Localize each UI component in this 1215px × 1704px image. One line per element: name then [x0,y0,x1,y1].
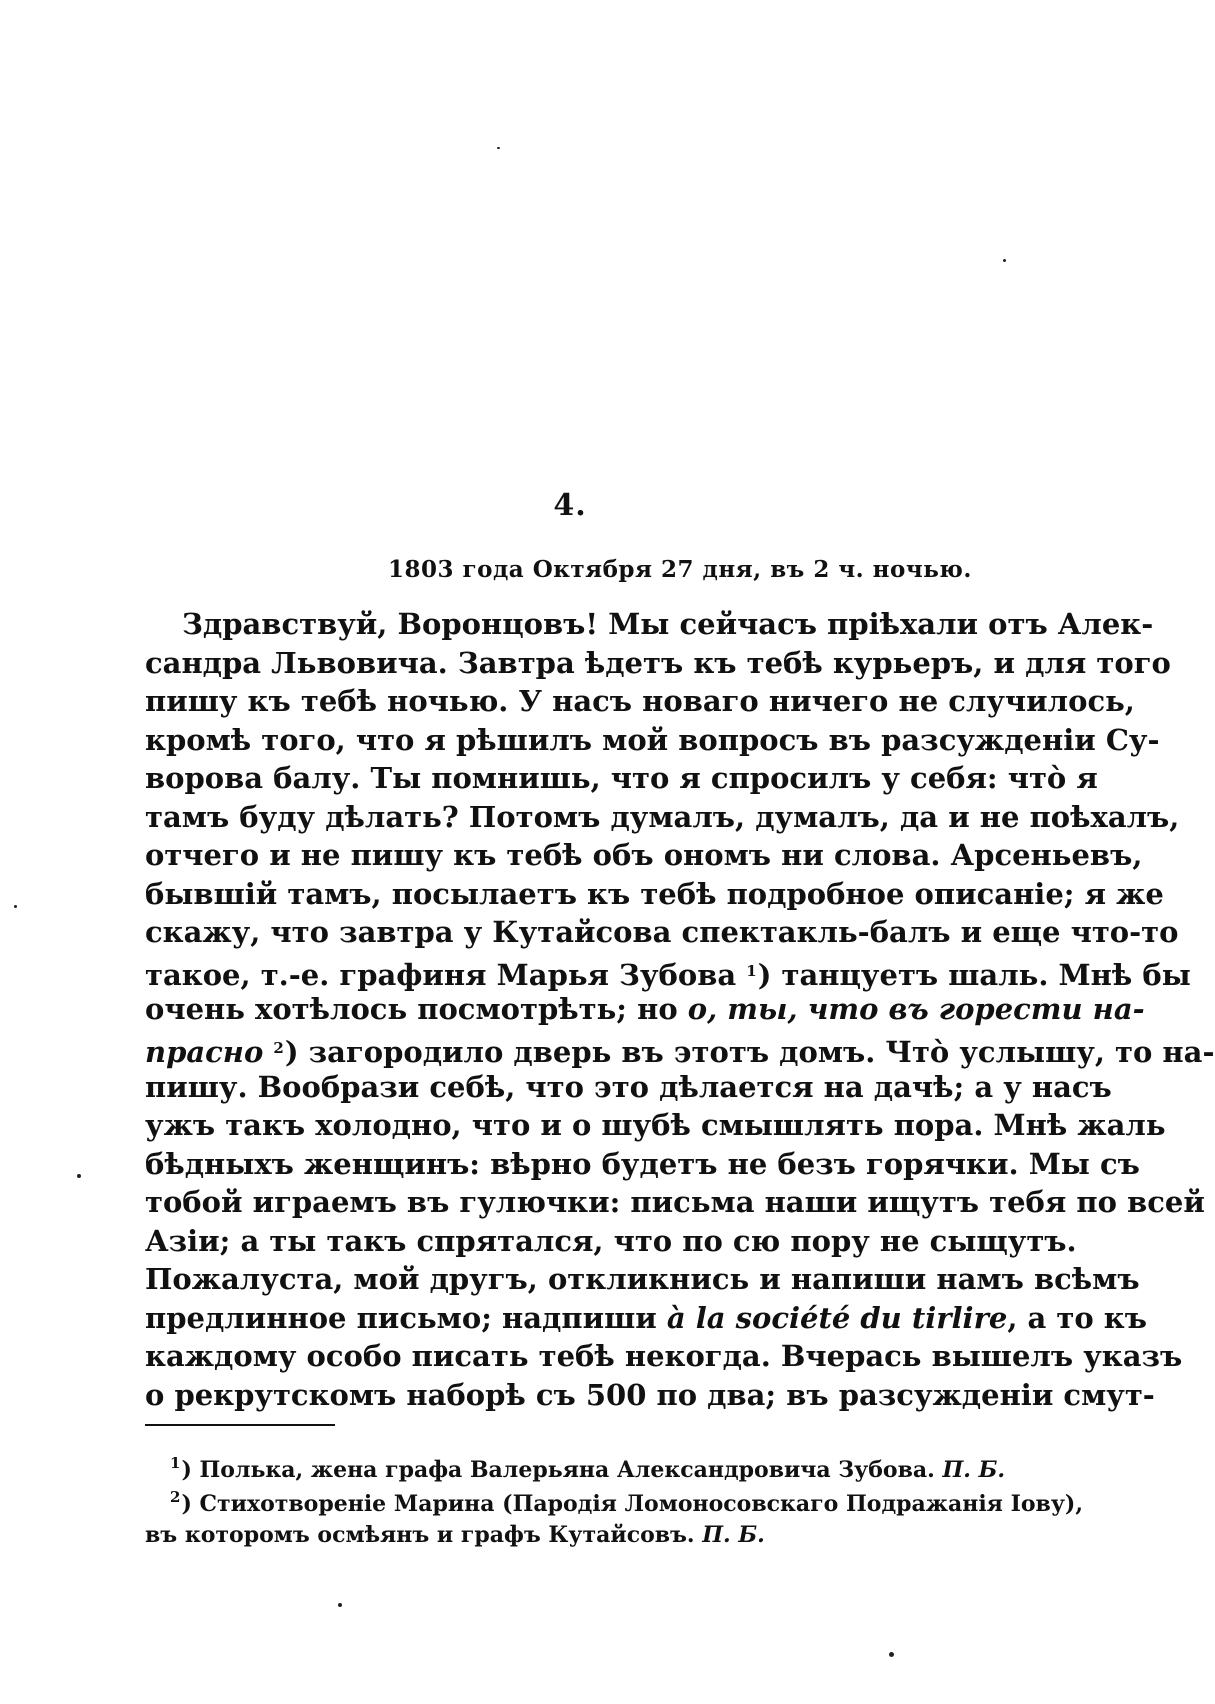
text-segment: ворова балу. Ты помнишь, что я спросилъ у себя: что̀ я [145,761,1098,796]
scan-speck [77,1174,81,1178]
body-line [145,1183,1205,1222]
text-segment: бѣдныхъ женщинъ: вѣрно будетъ не безъ горячки. Мы съ [145,1146,1140,1181]
text-segment: ужъ такъ холодно, что и о шубѣ смышлять пора. Мнѣ жаль [145,1108,1166,1143]
text-segment: предлинное письмо; надпиши [145,1300,667,1335]
text-segment: тамъ буду дѣлать? Потомъ думалъ, думалъ, да и не поѣхалъ, [145,799,1180,834]
body-line [145,1068,1112,1107]
footnote-marker: 2 [273,1039,284,1058]
text-segment: ) танцуетъ шаль. Мнѣ бы [757,957,1191,992]
footnote-separator [145,1424,335,1426]
text-segment [263,1035,273,1069]
body-line [145,1145,1140,1184]
text-segment: кромѣ того, что я рѣшилъ мой вопросъ въ разсужденіи Су- [145,722,1160,757]
body-line [145,1222,1077,1261]
text-segment: тобой играемъ въ гулючки: письма наши ищутъ тебя по всей [145,1185,1205,1220]
text-segment: Здравствуй, Воронцовъ! Мы сейчасъ пріѣхали отъ Алек- [182,607,1154,641]
italic-text: прасно [145,1035,264,1070]
body-line [145,759,1098,798]
body-line [145,1376,1155,1415]
text-segment: очень хотѣлось посмотрѣть; но [145,992,688,1027]
footnote-marker: 2 [170,1488,181,1506]
text-segment: бывшій тамъ, посылаетъ къ тебѣ подробное описаніе; я же [145,876,1164,911]
body-line [145,644,1171,683]
body-line [145,913,1179,952]
body-line [145,952,1191,992]
body-line [145,990,1145,1029]
text-segment: сандра Львовича. Завтра ѣдетъ къ тебѣ курьеръ, и для того [145,645,1171,680]
text-segment: пишу къ тебѣ ночью. У насъ новаго ничего не случилось, [145,684,1135,719]
scan-speck [497,147,500,149]
text-segment: каждому особо писать тебѣ некогда. Вчерась вышелъ указъ [145,1339,1183,1374]
body-line [145,798,1180,837]
text-segment: ) Стихотвореніе Марина (Пародія Ломоносовскаго Подражанія Іову), [181,1491,1083,1517]
footnote-2-continuation [145,1522,765,1548]
body-line [145,682,1135,721]
body-line [145,836,1143,875]
text-segment: отчего и не пишу къ тебѣ объ ономъ ни слова. Арсеньевъ, [145,838,1143,873]
body-line [145,605,1154,644]
footnote-marker: 1 [170,1454,181,1472]
body-line [145,1029,1215,1070]
italic-text: П. Б. [702,1522,765,1548]
body-line [145,1299,1147,1338]
text-segment: Азіи; а ты такъ спрятался, что по сю пору не сыщутъ. [145,1223,1077,1258]
footnote-marker: 1 [746,961,757,980]
body-line [145,1337,1183,1376]
text-segment: ) загородило дверь въ этотъ домъ. Что̀ услышу, то на- [284,1035,1215,1070]
body-line [145,875,1164,914]
text-segment: пишу. Вообрази себѣ, что это дѣлается на дачѣ; а у насъ [145,1069,1112,1104]
footnote-2 [170,1488,1083,1517]
footnote-1 [170,1454,1005,1483]
scan-speck [338,1603,342,1607]
text-segment: , а то къ [1007,1300,1147,1335]
italic-text: о, ты, что въ горести на- [687,992,1145,1027]
body-line [145,1106,1166,1145]
text-segment: въ которомъ осмѣянъ и графъ Кутайсовъ. [145,1522,703,1548]
text-segment: ) Полька, жена графа Валерьяна Александровича Зубова. [181,1457,943,1483]
scan-speck [889,1652,894,1657]
italic-text: à la société du tirlire [666,1300,1008,1335]
body-line [145,721,1160,760]
text-segment: такое, т.-е. графиня Марья Зубова [145,957,747,992]
scan-speck [14,905,17,908]
text-segment: скажу, что завтра у Кутайсова спектакль-балъ и еще что-то [145,915,1179,950]
text-segment: о рекрутскомъ наборѣ съ 500 по два; въ разсужденіи смут- [145,1377,1155,1412]
letter-dateline: 1803 года Октября 27 дня, въ 2 ч. ночью. [388,556,972,583]
letter-body [145,605,1215,1414]
text-segment: Пожалуста, мой другъ, откликнись и напиши намъ всѣмъ [145,1262,1140,1297]
scan-speck [1003,259,1006,262]
italic-text: П. Б. [942,1457,1006,1483]
letter-number: 4. [553,488,587,523]
body-line [145,1260,1140,1299]
